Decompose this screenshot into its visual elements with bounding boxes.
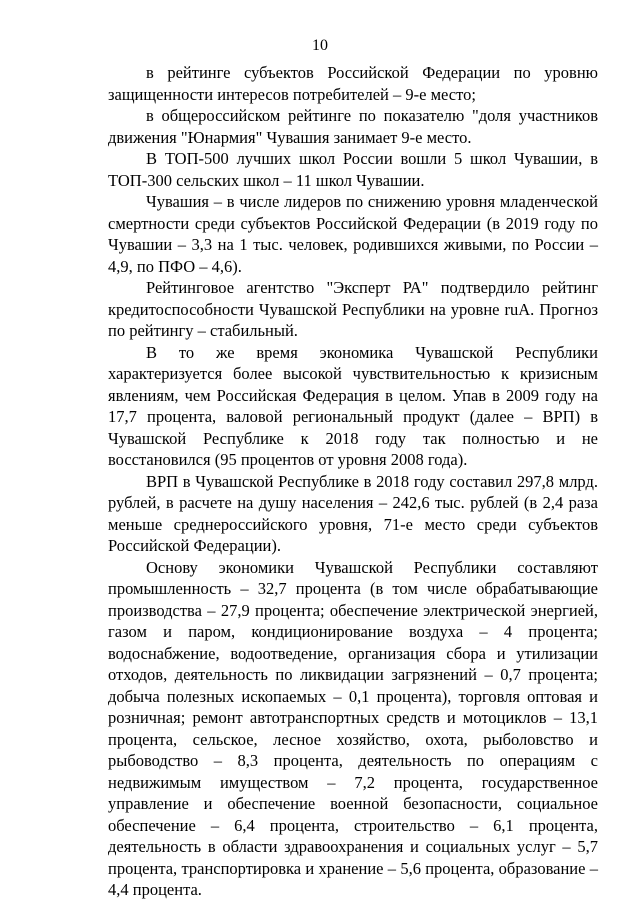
paragraph-top-schools: В ТОП-500 лучших школ России вошли 5 школ Чувашии, в ТОП-300 сельских школ – 11 школ Чувашии. — [108, 149, 598, 190]
document-body — [108, 62, 598, 901]
page-number: 10 — [312, 37, 328, 54]
paragraph-economy-sensitivity: В то же время экономика Чувашской Республики характеризуется более высокой чувствительностью к кризисным явлениям, чем Российская Федерация в целом. Упав в 2009 году на 17,7 процента, валовой региональный продукт (далее – ВРП) в Чувашской Республике к 2018 году так полностью и не восстановился (95 процентов от уровня 2008 года). — [108, 342, 598, 469]
paragraph-yunarmia-rating: в общероссийском рейтинге по показателю "доля участников движения "Юнармия" Чувашия занимает 9-е место. — [108, 106, 598, 147]
paragraph-infant-mortality: Чувашия – в числе лидеров по снижению уровня младенческой смертности среди субъектов Российской Федерации (в 2019 году по Чувашии – 3,3 на 1 тыс. человек, родившихся живыми, по России – 4,9, по ПФО – 4,6). — [108, 192, 598, 276]
paragraph-grp: ВРП в Чувашской Республике в 2018 году составил 297,8 млрд. рублей, в расчете на душу населения – 242,6 тыс. рублей (в 2,4 раза меньше среднероссийского уровня, 71-е место среди субъектов Российской Федерации). — [108, 471, 598, 555]
paragraph-economy-structure: Основу экономики Чувашской Республики составляют промышленность – 32,7 процента (в том числе обрабатывающие производства – 27,9 процента; обеспечение электрической энергией, газом и паром, кондиционирование воздуха – 4 процента; водоснабжение, водоотведение, организация сбора и утилизации отходов, деятельность по ликвидации загрязнений – 0,7 процента; добыча полезных ископаемых – 0,1 процента), торговля оптовая и розничная; ремонт автотранспортных средств и мотоциклов – 13,1 процента, сельское, лесное хозяйство, охота, рыболовство и рыбоводство – 8,3 процента, деятельность по операциям с недвижимым имуществом – 7,2 процента, государственное управление и обеспечение военной безопасности, социальное обеспечение – 6,4 процента, строительство – 6,1 процента, деятельность в области здравоохранения и социальных услуг – 5,7 процента, транспортировка и хранение – 5,6 процента, образование – 4,4 процента. — [108, 557, 598, 899]
paragraph-consumer-protection-rating: в рейтинге субъектов Российской Федерации по уровню защищенности интересов потребителей – 9-е место; — [108, 63, 598, 104]
paragraph-credit-rating: Рейтинговое агентство "Эксперт РА" подтвердило рейтинг кредитоспособности Чувашской Республики на уровне ruA. Прогноз по рейтингу – стабильный. — [108, 278, 598, 340]
